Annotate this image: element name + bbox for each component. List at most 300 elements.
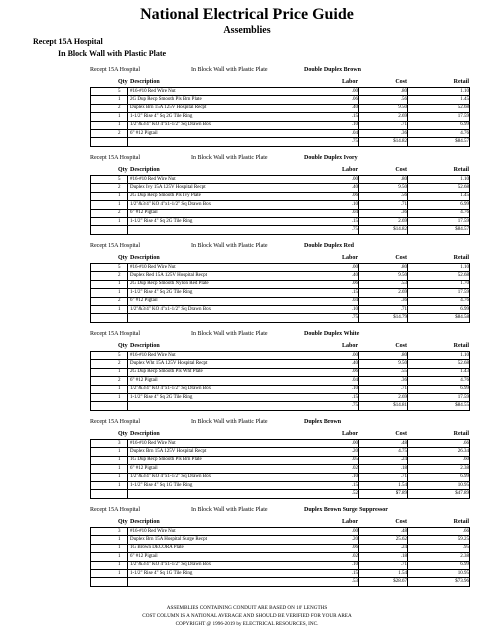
total-l: .75 <box>351 402 358 408</box>
cell-q: 2 <box>118 184 121 190</box>
cell-d: 1/2"&3/4" KO 4"x1-1/2" Sq Drawn Box <box>130 122 212 128</box>
total-row <box>90 314 470 322</box>
total-r: $84.55 <box>455 402 469 408</box>
cell-r: .95 <box>462 545 469 551</box>
subsection-heading: In Block Wall with Plastic Plate <box>58 49 167 58</box>
cell-r: 6.99 <box>460 306 469 312</box>
cell-co: .48 <box>400 528 407 534</box>
cell-l: .06 <box>351 193 358 199</box>
grid-line <box>407 264 408 323</box>
cell-r: 1.10 <box>460 352 469 358</box>
cell-l: .20 <box>351 448 358 454</box>
cell-r: 4.76 <box>460 130 469 136</box>
grid-line <box>469 528 470 587</box>
total-row <box>90 578 470 586</box>
cell-l: .15 <box>351 289 358 295</box>
cell-q: 2 <box>118 377 121 383</box>
cell-co: .36 <box>400 130 407 136</box>
total-co: $14.82 <box>393 138 407 144</box>
total-r: $84.57 <box>455 226 469 232</box>
cell-r: 4.76 <box>460 210 469 216</box>
cell-l: .40 <box>351 360 358 366</box>
cell-q: 1 <box>118 465 121 471</box>
cell-q: 1 <box>118 281 121 287</box>
cell-q: 1 <box>118 201 121 207</box>
assembly-block <box>90 64 470 147</box>
cell-r: 10.95 <box>457 570 469 576</box>
assembly-category: Recept 15A Hospital <box>90 67 140 73</box>
cell-r: 10.95 <box>457 482 469 488</box>
cell-r: 17.59 <box>457 394 469 400</box>
column-headers <box>90 164 470 176</box>
cell-r: .66 <box>462 440 469 446</box>
section-heading: Recept 15A Hospital <box>33 37 103 46</box>
table-row <box>90 528 470 536</box>
table-row <box>90 448 470 456</box>
cell-co: .24 <box>400 545 407 551</box>
cell-q: 1 <box>118 545 121 551</box>
cell-q: 1 <box>118 562 121 568</box>
column-headers <box>90 428 470 440</box>
assembly-install: In Block Wall with Plastic Plate <box>191 419 268 425</box>
grid-line <box>358 264 359 323</box>
column-headers <box>90 252 470 264</box>
cell-l: .20 <box>351 536 358 542</box>
assembly-header <box>90 240 470 252</box>
cell-co: .55 <box>400 369 407 375</box>
cell-q: 5 <box>118 352 121 358</box>
footer-line: COST COLUMN IS A NATIONAL AVERAGE AND SHOULD BE VERIFIED FOR YOUR AREA <box>142 613 352 620</box>
column-header-desc: Description <box>130 343 160 349</box>
assembly-install: In Block Wall with Plastic Plate <box>191 507 268 513</box>
cell-q: 5 <box>118 176 121 182</box>
cell-co: .24 <box>400 457 407 463</box>
grid-line <box>90 88 91 147</box>
cell-l: .15 <box>351 113 358 119</box>
cell-d: #16-#10 Red Wire Nut <box>130 88 176 94</box>
cell-co: .36 <box>400 210 407 216</box>
total-r: $73.96 <box>455 578 469 584</box>
cell-q: 2 <box>118 105 121 111</box>
cell-r: .66 <box>462 528 469 534</box>
cell-d: #16-#10 Red Wire Nut <box>130 176 176 182</box>
cell-q: 3 <box>118 528 121 534</box>
cell-co: .71 <box>400 306 407 312</box>
cell-l: .10 <box>351 306 358 312</box>
cell-l: .04 <box>351 210 358 216</box>
column-header-labor: Labor <box>341 431 358 437</box>
cell-co: 1.54 <box>398 570 407 576</box>
cell-l: .00 <box>351 264 358 270</box>
cell-co: 9.50 <box>398 184 407 190</box>
total-r: $84.57 <box>455 138 469 144</box>
cell-r: 52.68 <box>457 360 469 366</box>
table-row <box>90 88 470 96</box>
assembly-install: In Block Wall with Plastic Plate <box>191 155 268 161</box>
cell-d: 2G Dup Recp Smooth Pls Wht Plate <box>130 369 203 375</box>
grid-line <box>90 528 91 587</box>
total-l: .75 <box>351 314 358 320</box>
grid-line <box>127 88 128 147</box>
cell-l: .06 <box>351 96 358 102</box>
cell-d: #16-#10 Red Wire Nut <box>130 264 176 270</box>
cell-l: .00 <box>351 176 358 182</box>
cell-d: 1/2"&3/4" KO 4"x1-1/2" Sq Drawn Box <box>130 562 212 568</box>
cell-r: 6.99 <box>460 386 469 392</box>
cell-q: 2 <box>118 130 121 136</box>
cell-co: 9.50 <box>398 360 407 366</box>
column-header-qty: Qty <box>118 167 128 173</box>
cell-q: 1 <box>118 289 121 295</box>
cell-l: .10 <box>351 386 358 392</box>
cell-co: .80 <box>400 88 407 94</box>
column-header-desc: Description <box>130 167 160 173</box>
cell-l: .10 <box>351 562 358 568</box>
cell-d: 1/2"&3/4" KO 4"x1-1/2" Sq Drawn Box <box>130 201 212 207</box>
cell-d: 6" #12 Pigtail <box>130 298 158 304</box>
grid-line <box>358 176 359 235</box>
column-header-cost: Cost <box>395 431 407 437</box>
assembly-install: In Block Wall with Plastic Plate <box>191 67 268 73</box>
column-header-qty: Qty <box>118 79 128 85</box>
cell-d: 1/2"&3/4" KO 4"x1-1/2" Sq Drawn Box <box>130 474 212 480</box>
cell-l: .00 <box>351 88 358 94</box>
cell-co: 2.69 <box>398 394 407 400</box>
cell-r: 1.45 <box>460 193 469 199</box>
grid-line <box>469 176 470 235</box>
cell-l: .15 <box>351 394 358 400</box>
cell-q: 5 <box>118 264 121 270</box>
column-header-retail: Retail <box>453 431 469 437</box>
cell-l: .06 <box>351 369 358 375</box>
cell-co: 9.50 <box>398 105 407 111</box>
total-co: $14.82 <box>393 226 407 232</box>
cell-l: .10 <box>351 201 358 207</box>
grid-line <box>127 528 128 587</box>
table-row <box>90 562 470 570</box>
assembly-category: Recept 15A Hospital <box>90 155 140 161</box>
cell-d: #16-#10 Red Wire Nut <box>130 352 176 358</box>
cell-r: 6.99 <box>460 122 469 128</box>
cell-l: .00 <box>351 352 358 358</box>
table-row <box>90 193 470 201</box>
table-row <box>90 281 470 289</box>
cell-r: 4.76 <box>460 298 469 304</box>
cell-co: 2.69 <box>398 113 407 119</box>
table-row <box>90 289 470 297</box>
cell-co: .80 <box>400 352 407 358</box>
page-title: National Electrical Price Guide <box>140 6 354 23</box>
cell-d: Duplex Red 15A 125V Hospital Recpt <box>130 272 207 278</box>
table-row <box>90 465 470 473</box>
table-row <box>90 210 470 218</box>
grid-line <box>90 176 91 235</box>
cell-q: 3 <box>118 440 121 446</box>
cell-co: .80 <box>400 264 407 270</box>
cell-co: 1.54 <box>398 482 407 488</box>
cell-r: 6.99 <box>460 562 469 568</box>
cell-d: 6" #12 Pigtail <box>130 553 158 559</box>
cell-l: .04 <box>351 377 358 383</box>
column-header-cost: Cost <box>395 167 407 173</box>
table-row <box>90 184 470 192</box>
cell-r: 26.34 <box>457 448 469 454</box>
cell-l: .15 <box>351 218 358 224</box>
cell-r: 6.99 <box>460 474 469 480</box>
column-header-desc: Description <box>130 519 160 525</box>
cell-co: .56 <box>400 96 407 102</box>
cell-q: 1 <box>118 536 121 542</box>
cell-co: .36 <box>400 298 407 304</box>
column-header-labor: Labor <box>341 255 358 261</box>
cell-co: .71 <box>400 386 407 392</box>
cell-l: .40 <box>351 184 358 190</box>
cell-co: 2.69 <box>398 218 407 224</box>
cell-d: 1-1/2" Rise 4" Sq 2G Tile Ring <box>130 218 193 224</box>
assembly-name: Double Duplex White <box>304 331 360 337</box>
column-header-cost: Cost <box>395 343 407 349</box>
column-header-desc: Description <box>130 79 160 85</box>
cell-q: 1 <box>118 482 121 488</box>
table-row <box>90 360 470 368</box>
cell-l: .00 <box>351 440 358 446</box>
grid-line <box>127 264 128 323</box>
cell-d: 1/2"&3/4" KO 4"x1-1/2" Sq Drawn Box <box>130 386 212 392</box>
column-headers <box>90 76 470 88</box>
cell-l: .40 <box>351 105 358 111</box>
cell-d: 1-1/2" Rise 4" Sq 2G Tile Ring <box>130 394 193 400</box>
cell-r: 1.10 <box>460 264 469 270</box>
assembly-category: Recept 15A Hospital <box>90 243 140 249</box>
cell-r: 2.38 <box>460 553 469 559</box>
assembly-header <box>90 504 470 516</box>
grid-line <box>90 352 91 411</box>
cell-l: .40 <box>351 272 358 278</box>
grid-line <box>469 440 470 499</box>
grid-line <box>407 88 408 147</box>
cell-q: 1 <box>118 96 121 102</box>
column-header-qty: Qty <box>118 255 128 261</box>
column-header-retail: Retail <box>453 79 469 85</box>
assembly-block <box>90 328 470 411</box>
cell-r: 1.10 <box>460 176 469 182</box>
total-row <box>90 402 470 410</box>
column-header-retail: Retail <box>453 519 469 525</box>
cell-l: .06 <box>351 545 358 551</box>
table-row <box>90 482 470 490</box>
cell-l: .06 <box>351 281 358 287</box>
cell-l: .15 <box>351 570 358 576</box>
grid-line <box>407 176 408 235</box>
cell-q: 1 <box>118 570 121 576</box>
cell-d: 1-1/2" Rise 4" Sq 1G Tile Ring <box>130 482 193 488</box>
cell-l: .02 <box>351 465 358 471</box>
cell-d: 1-1/2" Rise 4" Sq 1G Tile Ring <box>130 570 193 576</box>
cell-d: 6" #12 Pigtail <box>130 210 158 216</box>
cell-r: 1.43 <box>460 369 469 375</box>
assembly-name: Duplex Brown Surge Suppressor <box>304 507 388 513</box>
column-header-labor: Labor <box>341 79 358 85</box>
total-co: $14.81 <box>393 402 407 408</box>
total-row <box>90 226 470 234</box>
cell-r: 4.76 <box>460 377 469 383</box>
cell-co: .71 <box>400 201 407 207</box>
grid-line <box>469 264 470 323</box>
cell-co: .71 <box>400 474 407 480</box>
cell-q: 1 <box>118 218 121 224</box>
table-row <box>90 113 470 121</box>
total-row <box>90 138 470 146</box>
column-headers <box>90 340 470 352</box>
cell-r: .60 <box>462 457 469 463</box>
table-row <box>90 570 470 578</box>
cell-d: #16-#10 Red Wire Nut <box>130 528 176 534</box>
table-row <box>90 536 470 544</box>
grid-line <box>127 176 128 235</box>
grid-line <box>358 352 359 411</box>
cell-l: .04 <box>351 298 358 304</box>
grid-line <box>407 352 408 411</box>
total-co: $28.67 <box>393 578 407 584</box>
assembly-name: Double Duplex Ivory <box>304 155 358 161</box>
column-header-qty: Qty <box>118 431 128 437</box>
cell-d: Duplex Ivy 15A 125V Hospital Recpt <box>130 184 206 190</box>
assembly-category: Recept 15A Hospital <box>90 331 140 337</box>
assembly-install: In Block Wall with Plastic Plate <box>191 243 268 249</box>
cell-q: 5 <box>118 88 121 94</box>
assembly-install: In Block Wall with Plastic Plate <box>191 331 268 337</box>
assembly-header <box>90 64 470 76</box>
total-r: $47.89 <box>455 490 469 496</box>
column-header-labor: Labor <box>341 167 358 173</box>
table-row <box>90 130 470 138</box>
grid-line <box>90 264 91 323</box>
table-row <box>90 440 470 448</box>
grid-line <box>469 88 470 147</box>
table-row <box>90 298 470 306</box>
items-table <box>90 352 470 411</box>
cell-r: 52.68 <box>457 105 469 111</box>
cell-q: 1 <box>118 457 121 463</box>
assembly-header <box>90 152 470 164</box>
assembly-name: Double Duplex Brown <box>304 67 361 73</box>
cell-co: .18 <box>400 465 407 471</box>
total-l: .53 <box>351 578 358 584</box>
table-row <box>90 545 470 553</box>
table-row <box>90 553 470 561</box>
cell-r: 1.45 <box>460 96 469 102</box>
items-table <box>90 264 470 323</box>
cell-l: .05 <box>351 457 358 463</box>
cell-co: .36 <box>400 377 407 383</box>
column-header-retail: Retail <box>453 167 469 173</box>
table-row <box>90 377 470 385</box>
cell-d: 2G Dup Recp Smooth Pls Ivy Plate <box>130 193 201 199</box>
cell-d: Duplex Wht 15A 125V Hospital Recpt <box>130 360 208 366</box>
table-row <box>90 218 470 226</box>
cell-r: 2.38 <box>460 465 469 471</box>
cell-q: 2 <box>118 298 121 304</box>
cell-r: 52.68 <box>457 272 469 278</box>
cell-q: 2 <box>118 360 121 366</box>
total-r: $84.58 <box>455 314 469 320</box>
cell-d: Duplex Brn 15A 125V Hospital Recpt <box>130 105 207 111</box>
cell-r: 6.99 <box>460 201 469 207</box>
footer-line: ASSEMBLIES CONTAINING CONDUIT ARE BASED ON 10' LENGTHS <box>166 605 328 611</box>
cell-q: 1 <box>118 113 121 119</box>
table-row <box>90 352 470 360</box>
table-row <box>90 176 470 184</box>
cell-d: 6" #12 Pigtail <box>130 465 158 471</box>
grid-line <box>358 528 359 587</box>
cell-r: 17.59 <box>457 289 469 295</box>
cell-r: 1.10 <box>460 88 469 94</box>
assembly-block <box>90 152 470 235</box>
grid-line <box>90 440 91 499</box>
grid-line <box>407 440 408 499</box>
cell-co: .71 <box>400 562 407 568</box>
table-row <box>90 394 470 402</box>
assembly-category: Recept 15A Hospital <box>90 419 140 425</box>
page-subtitle: Assemblies <box>223 25 271 36</box>
cell-l: .15 <box>351 482 358 488</box>
table-row <box>90 96 470 104</box>
cell-l: .10 <box>351 474 358 480</box>
footer-notes <box>0 604 494 629</box>
grid-line <box>127 352 128 411</box>
assembly-header <box>90 416 470 428</box>
column-header-desc: Description <box>130 255 160 261</box>
assembly-name: Double Duplex Red <box>304 243 355 249</box>
total-l: .52 <box>351 490 358 496</box>
cell-r: 17.59 <box>457 218 469 224</box>
column-header-qty: Qty <box>118 519 128 525</box>
column-header-labor: Labor <box>341 343 358 349</box>
column-header-qty: Qty <box>118 343 128 349</box>
cell-q: 1 <box>118 386 121 392</box>
cell-co: .56 <box>400 193 407 199</box>
cell-d: 6" #12 Pigtail <box>130 377 158 383</box>
table-row <box>90 272 470 280</box>
grid-line <box>358 88 359 147</box>
assembly-name: Duplex Brown <box>304 419 342 425</box>
cell-d: 1G Brown DECORA Plate <box>130 545 184 551</box>
column-header-cost: Cost <box>395 79 407 85</box>
cell-l: .00 <box>351 528 358 534</box>
cell-r: 52.68 <box>457 184 469 190</box>
cell-q: 1 <box>118 448 121 454</box>
total-l: .75 <box>351 138 358 144</box>
cell-q: 2 <box>118 210 121 216</box>
column-header-desc: Description <box>130 431 160 437</box>
cell-r: 59.25 <box>457 536 469 542</box>
cell-q: 1 <box>118 474 121 480</box>
cell-d: 1-1/2" Rise 4" Sq 2G Tile Ring <box>130 289 193 295</box>
column-header-cost: Cost <box>395 255 407 261</box>
assembly-block <box>90 416 470 499</box>
cell-co: .71 <box>400 122 407 128</box>
cell-co: 4.75 <box>398 448 407 454</box>
items-table <box>90 528 470 587</box>
items-table <box>90 88 470 147</box>
cell-d: Duplex Brn 15A 125V Hospital Recpt <box>130 448 207 454</box>
column-header-cost: Cost <box>395 519 407 525</box>
total-co: $14.79 <box>393 314 407 320</box>
table-row <box>90 386 470 394</box>
total-l: .75 <box>351 226 358 232</box>
table-row <box>90 369 470 377</box>
grid-line <box>469 352 470 411</box>
